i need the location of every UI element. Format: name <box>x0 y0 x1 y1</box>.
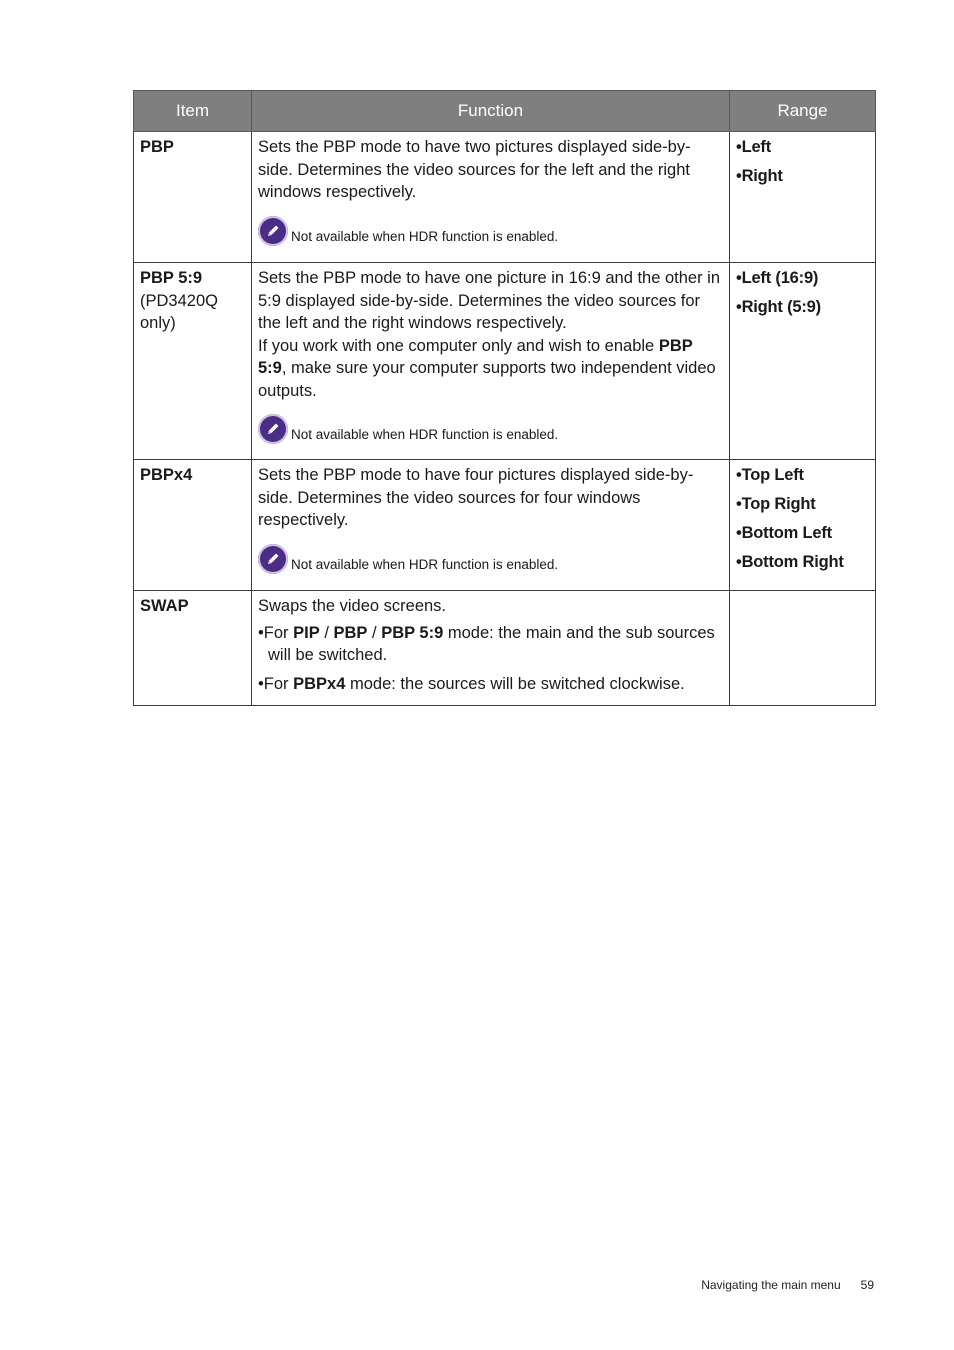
note-text: Not available when HDR function is enabled. <box>291 228 559 244</box>
function-text-2 <box>258 335 723 403</box>
range-option: •Top Left <box>736 466 804 484</box>
item-cell <box>134 263 252 460</box>
swap-bullet-2 <box>258 673 723 696</box>
note-text: Not available when HDR function is enabled. <box>291 556 559 572</box>
function-text-2-post: , make sure your computer supports two independent video outputs. <box>258 359 716 400</box>
range-cell <box>730 591 876 706</box>
item-name: PBP 5:9 <box>140 269 203 287</box>
function-text: Swaps the video screens. <box>258 597 447 615</box>
function-text-2-pre: If you work with one computer only and wish to enable <box>258 336 659 355</box>
range-cell <box>730 460 876 591</box>
footer-section: Navigating the main menu <box>701 1278 841 1292</box>
range-option: •Left (16:9) <box>736 269 819 287</box>
note <box>258 544 723 574</box>
function-cell <box>252 591 730 706</box>
bullet-suffix: mode: the main and the sub sources will be switched. <box>268 623 715 664</box>
function-cell <box>252 460 730 591</box>
page-footer <box>701 1278 874 1292</box>
function-cell <box>252 132 730 263</box>
bullet-prefix: •For <box>258 623 294 642</box>
function-text: Sets the PBP mode to have one picture in 16:9 and the other in 5:9 displayed side-by-side. Determines the video sources for the left and the right windows respectively. <box>258 269 721 332</box>
function-text-2-bold: PBP 5:9 <box>258 336 693 377</box>
note-text: Not available when HDR function is enabled. <box>291 427 559 442</box>
pencil-note-icon <box>258 544 288 574</box>
note <box>258 414 723 444</box>
range-option: •Top Right <box>736 495 816 513</box>
item-name: PBPx4 <box>140 466 193 484</box>
table-row-pbpx4 <box>134 460 876 591</box>
range-cell <box>730 263 876 460</box>
bullet-mode-pbp-5-9: PBP 5:9 <box>381 623 444 642</box>
bullet-mode-pbpx4: PBPx4 <box>293 674 346 693</box>
item-name: PBP <box>140 138 174 156</box>
range-option: •Right (5:9) <box>736 298 821 316</box>
range-option: •Right <box>736 167 783 185</box>
function-text: Sets the PBP mode to have four pictures displayed side-by-side. Determines the video sources for four windows respectively. <box>258 466 694 529</box>
table-header-row <box>134 91 876 132</box>
bullet-suffix: mode: the sources will be switched clockwise. <box>345 674 685 693</box>
item-name: SWAP <box>140 597 189 615</box>
bullet-separator: / <box>367 623 382 642</box>
bullet-separator: / <box>319 623 334 642</box>
range-option: •Bottom Right <box>736 553 844 571</box>
pencil-note-icon <box>258 216 288 246</box>
header-function: Function <box>252 91 730 132</box>
page-number: 59 <box>860 1278 874 1292</box>
pencil-note-icon <box>258 414 288 444</box>
item-cell <box>134 132 252 263</box>
swap-bullet-1 <box>258 622 723 667</box>
bullet-mode-pip: PIP <box>293 623 320 642</box>
note <box>258 216 723 246</box>
table-row-pbp <box>134 132 876 263</box>
header-item: Item <box>134 91 252 132</box>
range-option: •Bottom Left <box>736 524 832 542</box>
header-range: Range <box>730 91 876 132</box>
table-row-pbp-5-9 <box>134 263 876 460</box>
range-cell <box>730 132 876 263</box>
item-cell <box>134 591 252 706</box>
function-text: Sets the PBP mode to have two pictures displayed side-by-side. Determines the video sources for the left and the right windows respectively. <box>258 138 691 201</box>
range-option: •Left <box>736 138 772 156</box>
bullet-mode-pbp: PBP <box>333 623 368 642</box>
function-cell <box>252 263 730 460</box>
item-cell <box>134 460 252 591</box>
item-subtitle: (PD3420Q only) <box>140 291 218 332</box>
table-row-swap <box>134 591 876 706</box>
bullet-prefix: •For <box>258 674 294 693</box>
settings-table <box>133 90 876 706</box>
